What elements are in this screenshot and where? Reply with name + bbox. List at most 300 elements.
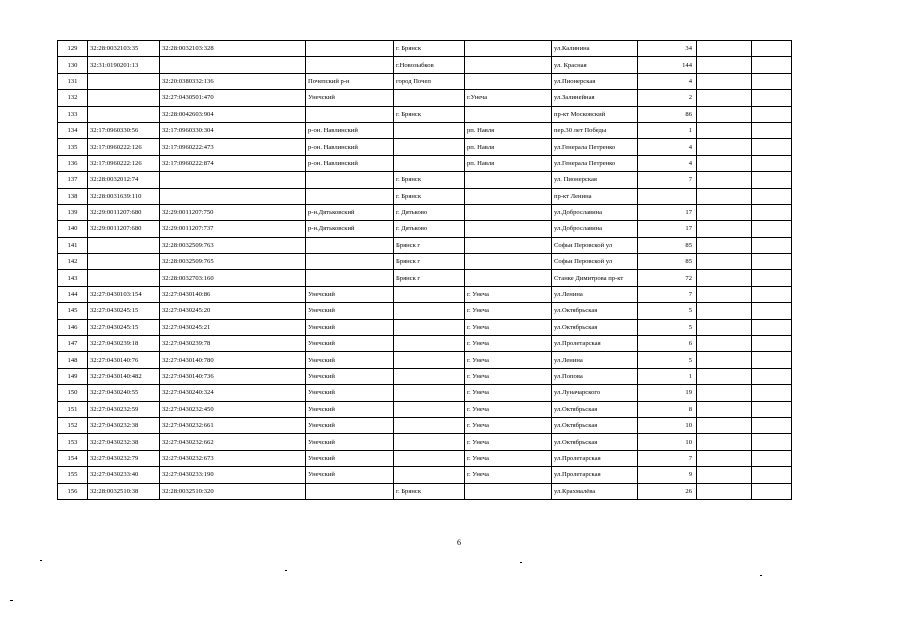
table-cell: г. Унеча [465, 417, 552, 433]
table-row [58, 483, 792, 499]
table-cell: ул.Октябрьская [552, 417, 638, 433]
table-cell: 32:29:0011207:750 [160, 204, 306, 220]
table-row [58, 41, 792, 57]
table-cell: пр-кт Московский [552, 106, 638, 122]
table-cell: 32:29:0011207:680 [88, 221, 160, 237]
table-cell [394, 434, 465, 450]
table-cell: 32:28:0032510:320 [160, 483, 306, 499]
table-cell: 32:17:0960222:126 [88, 155, 160, 171]
table-row [58, 319, 792, 335]
table-cell: ул.Пролетарская [552, 467, 638, 483]
table-row [58, 73, 792, 89]
scan-mark [40, 560, 42, 561]
table-cell: 145 [58, 303, 88, 319]
table-cell [465, 221, 552, 237]
table-cell: 130 [58, 57, 88, 73]
table-cell: 32:27:0430232:38 [88, 434, 160, 450]
table-cell: 5 [638, 352, 697, 368]
table-cell: 10 [638, 417, 697, 433]
table-cell: г. Брянск [394, 172, 465, 188]
table-cell: Унечский [306, 401, 394, 417]
table-cell [752, 450, 792, 466]
table-cell [697, 336, 752, 352]
table-cell [697, 106, 752, 122]
table-cell [752, 352, 792, 368]
table-cell: ул.Октябрьская [552, 319, 638, 335]
scan-mark [520, 562, 522, 563]
table-cell: г. Дятьково [394, 221, 465, 237]
table-cell: 32:31:0190201:13 [88, 57, 160, 73]
table-row [58, 303, 792, 319]
table-row [58, 450, 792, 466]
table-cell: 137 [58, 172, 88, 188]
table-cell: 32:28:0042603:904 [160, 106, 306, 122]
table-row [58, 401, 792, 417]
table-cell [394, 303, 465, 319]
table-cell [465, 254, 552, 270]
table-cell [306, 237, 394, 253]
table-cell: 147 [58, 336, 88, 352]
table-cell: 138 [58, 188, 88, 204]
table-cell: г.Унеча [465, 90, 552, 106]
table-cell: 32:27:0430245:21 [160, 319, 306, 335]
table-cell [697, 417, 752, 433]
table-row [58, 106, 792, 122]
table-cell: Унечский [306, 434, 394, 450]
table-cell [88, 254, 160, 270]
table-cell [752, 434, 792, 450]
table-cell: ул.Пролетарская [552, 450, 638, 466]
table-cell [752, 188, 792, 204]
table-cell: ул.Пролетарская [552, 336, 638, 352]
table-cell: Унечский [306, 336, 394, 352]
table-cell [394, 286, 465, 302]
table-cell [697, 188, 752, 204]
table-cell: 32:28:0032703:160 [160, 270, 306, 286]
table-body [58, 41, 792, 500]
table-cell [752, 204, 792, 220]
table-cell [752, 221, 792, 237]
table-cell: 32:17:0960330:304 [160, 122, 306, 138]
table-cell: 1 [638, 122, 697, 138]
table-cell [465, 270, 552, 286]
table-cell [697, 401, 752, 417]
scan-mark [285, 570, 287, 571]
table-cell [88, 73, 160, 89]
table-cell [697, 237, 752, 253]
table-cell: 32:27:0430233:40 [88, 467, 160, 483]
table-cell: г. Унеча [465, 336, 552, 352]
table-row [58, 172, 792, 188]
table-cell: 156 [58, 483, 88, 499]
table-cell [306, 270, 394, 286]
table-cell [752, 122, 792, 138]
table-cell: ул. Красная [552, 57, 638, 73]
table-cell: г. Брянск [394, 106, 465, 122]
table-cell: 32:27:0430240:324 [160, 385, 306, 401]
table-cell: 32:28:0032510:38 [88, 483, 160, 499]
table-cell: 7 [638, 450, 697, 466]
table-row [58, 286, 792, 302]
table-cell: пер.30 лет Победы [552, 122, 638, 138]
table-cell: 10 [638, 434, 697, 450]
table-cell [752, 73, 792, 89]
table-cell: р-он. Навлинский [306, 155, 394, 171]
table-cell [306, 188, 394, 204]
table-cell [394, 319, 465, 335]
table-cell [697, 73, 752, 89]
table-cell: ул.Ленина [552, 286, 638, 302]
table-cell [394, 90, 465, 106]
table-cell: 32:27:0430103:154 [88, 286, 160, 302]
table-cell [306, 41, 394, 57]
table-cell: г. Дятьково [394, 204, 465, 220]
table-cell: 152 [58, 417, 88, 433]
table-cell: 154 [58, 450, 88, 466]
table-cell: 26 [638, 483, 697, 499]
table-cell [752, 483, 792, 499]
table-row [58, 254, 792, 270]
table-cell: Софьи Перовской ул [552, 237, 638, 253]
table-cell [697, 368, 752, 384]
table-cell [160, 172, 306, 188]
table-cell: ул.Пионерская [552, 73, 638, 89]
table-cell: пр-кт Ленина [552, 188, 638, 204]
table-cell: Унечский [306, 467, 394, 483]
table-cell: 85 [638, 254, 697, 270]
table-cell [394, 139, 465, 155]
table-cell: г. Унеча [465, 368, 552, 384]
table-cell: 153 [58, 434, 88, 450]
table-cell [697, 204, 752, 220]
table-cell [752, 139, 792, 155]
table-cell: Унечский [306, 352, 394, 368]
table-cell: Унечский [306, 417, 394, 433]
table-cell [752, 270, 792, 286]
table-row [58, 122, 792, 138]
table-cell [697, 139, 752, 155]
table-cell [394, 155, 465, 171]
table-cell: 86 [638, 106, 697, 122]
table-cell [752, 155, 792, 171]
table-cell: 7 [638, 172, 697, 188]
table-cell: 32:20:0380332:136 [160, 73, 306, 89]
table-cell: р-он. Навлинский [306, 122, 394, 138]
table-cell: ул.Октябрьская [552, 434, 638, 450]
table-cell: Брянск г [394, 237, 465, 253]
table-cell [697, 57, 752, 73]
table-cell [752, 286, 792, 302]
table-cell: Станке Димитрова пр-кт [552, 270, 638, 286]
table-cell [697, 303, 752, 319]
table-cell: 32:28:0031639:110 [88, 188, 160, 204]
table-cell [697, 467, 752, 483]
table-cell [88, 237, 160, 253]
table-cell [394, 352, 465, 368]
table-cell: Брянск г [394, 254, 465, 270]
table-cell [465, 106, 552, 122]
table-cell: 32:17:0960330:56 [88, 122, 160, 138]
table-cell: 32:27:0430232:79 [88, 450, 160, 466]
table-cell: г. Унеча [465, 401, 552, 417]
table-cell: р-н.Дятьковский [306, 221, 394, 237]
table-cell: 32:27:0430232:450 [160, 401, 306, 417]
table-cell: 132 [58, 90, 88, 106]
table-cell: 32:27:0430245:15 [88, 319, 160, 335]
table-cell: 32:27:0430140:736 [160, 368, 306, 384]
table-cell: 32:27:0430233:190 [160, 467, 306, 483]
table-cell: г. Унеча [465, 352, 552, 368]
table-cell: 32:28:0032103:35 [88, 41, 160, 57]
table-cell: 135 [58, 139, 88, 155]
table-cell [697, 90, 752, 106]
table-cell: 32:17:0960222:473 [160, 139, 306, 155]
table-cell: 34 [638, 41, 697, 57]
table-row [58, 467, 792, 483]
property-table [57, 40, 792, 500]
table-cell: Унечский [306, 368, 394, 384]
scan-mark [760, 575, 762, 576]
table-cell [697, 450, 752, 466]
table-cell: Софьи Перовской ул [552, 254, 638, 270]
table-cell: ул.Калинина [552, 41, 638, 57]
table-cell [88, 270, 160, 286]
table-cell: г. Унеча [465, 385, 552, 401]
table-cell: 4 [638, 155, 697, 171]
table-cell: 32:27:0430140:780 [160, 352, 306, 368]
table-cell: 151 [58, 401, 88, 417]
table-cell: 17 [638, 221, 697, 237]
table-cell [697, 122, 752, 138]
table-cell: рп. Навля [465, 155, 552, 171]
table-cell: 32:27:0430140:482 [88, 368, 160, 384]
table-cell [752, 172, 792, 188]
table-cell: Унечский [306, 286, 394, 302]
table-cell [306, 254, 394, 270]
table-row [58, 352, 792, 368]
table-row [58, 237, 792, 253]
table-cell: ул.Генерала Петренко [552, 155, 638, 171]
table-cell: ул. Пионерская [552, 172, 638, 188]
table-cell: 4 [638, 139, 697, 155]
table-cell: 32:17:0960222:126 [88, 139, 160, 155]
table-row [58, 139, 792, 155]
table-cell [465, 204, 552, 220]
table-cell: г.Новозыбков [394, 57, 465, 73]
table-cell: ул.Доброславина [552, 221, 638, 237]
table-cell [752, 319, 792, 335]
table-cell: 32:28:0032103:328 [160, 41, 306, 57]
table-row [58, 57, 792, 73]
table-cell [697, 434, 752, 450]
table-cell [697, 254, 752, 270]
table-cell: г. Унеча [465, 303, 552, 319]
table-cell [697, 286, 752, 302]
table-cell: 143 [58, 270, 88, 286]
table-cell: 139 [58, 204, 88, 220]
table-cell [306, 172, 394, 188]
table-cell [394, 467, 465, 483]
table-cell: г. Унеча [465, 434, 552, 450]
table-cell: г. Унеча [465, 467, 552, 483]
table-cell [306, 57, 394, 73]
table-cell: ул.Октябрьская [552, 401, 638, 417]
table-cell: 72 [638, 270, 697, 286]
table-row [58, 221, 792, 237]
table-cell: 2 [638, 90, 697, 106]
table-cell: ул.Попова [552, 368, 638, 384]
table-cell [160, 188, 306, 204]
table-cell: 32:17:0960222:874 [160, 155, 306, 171]
table-cell: 32:27:0430239:78 [160, 336, 306, 352]
table-cell: 149 [58, 368, 88, 384]
table-cell: г. Унеча [465, 319, 552, 335]
page-number: 6 [457, 538, 461, 547]
table-cell [697, 155, 752, 171]
table-cell [638, 188, 697, 204]
table-cell [752, 106, 792, 122]
table-cell [465, 188, 552, 204]
table-cell: 19 [638, 385, 697, 401]
table-cell [752, 57, 792, 73]
table-cell [697, 483, 752, 499]
table-cell: 5 [638, 319, 697, 335]
table-cell [752, 254, 792, 270]
table-cell: г. Унеча [465, 286, 552, 302]
table-cell [697, 41, 752, 57]
table-cell: 32:27:0430232:673 [160, 450, 306, 466]
table-cell: 32:27:0430245:20 [160, 303, 306, 319]
table-cell [465, 73, 552, 89]
table-cell: 32:27:0430239:18 [88, 336, 160, 352]
table-cell: 129 [58, 41, 88, 57]
table-cell: 32:27:0430245:15 [88, 303, 160, 319]
table-cell: 32:27:0430140:86 [160, 286, 306, 302]
table-cell: 144 [638, 57, 697, 73]
table-cell: 1 [638, 368, 697, 384]
table-cell: г. Унеча [465, 450, 552, 466]
table-cell [697, 319, 752, 335]
table-cell: 140 [58, 221, 88, 237]
table-cell [306, 483, 394, 499]
table-cell: 148 [58, 352, 88, 368]
table-cell: г. Брянск [394, 41, 465, 57]
table-cell [465, 483, 552, 499]
table-cell: 9 [638, 467, 697, 483]
table-cell [752, 336, 792, 352]
table-row [58, 434, 792, 450]
table-cell [697, 221, 752, 237]
table-row [58, 385, 792, 401]
table-cell: 133 [58, 106, 88, 122]
table-cell [752, 303, 792, 319]
table-cell: Унечский [306, 319, 394, 335]
table-cell: ул.Доброславина [552, 204, 638, 220]
table-cell: Брянск г [394, 270, 465, 286]
table-cell: ул.Октябрьская [552, 303, 638, 319]
table-cell [394, 385, 465, 401]
table-row [58, 188, 792, 204]
table-cell [394, 401, 465, 417]
table-cell [306, 106, 394, 122]
table-cell: 155 [58, 467, 88, 483]
table-row [58, 270, 792, 286]
table-cell [752, 401, 792, 417]
table-cell [697, 270, 752, 286]
table-row [58, 90, 792, 106]
table-cell [465, 41, 552, 57]
table-cell [752, 385, 792, 401]
scan-mark [10, 600, 13, 601]
table-cell: 141 [58, 237, 88, 253]
table-cell: 8 [638, 401, 697, 417]
table-cell: ул.Залинейная [552, 90, 638, 106]
table-cell: Почепский р-н [306, 73, 394, 89]
table-cell [465, 172, 552, 188]
table-cell: Унечский [306, 303, 394, 319]
table-cell: 17 [638, 204, 697, 220]
table-cell: 32:27:0430240:55 [88, 385, 160, 401]
table-cell: ул.Крахмалёва [552, 483, 638, 499]
table-cell [697, 352, 752, 368]
table-cell [88, 90, 160, 106]
table-cell [697, 385, 752, 401]
table-cell: г. Брянск [394, 483, 465, 499]
table-cell: рп. Навля [465, 122, 552, 138]
table-cell: 7 [638, 286, 697, 302]
table-cell: 32:28:0032509:765 [160, 254, 306, 270]
table-cell: ул.Ленина [552, 352, 638, 368]
table-row [58, 155, 792, 171]
table-cell [88, 106, 160, 122]
table-cell [752, 368, 792, 384]
table-cell [752, 90, 792, 106]
table-cell: 146 [58, 319, 88, 335]
table-cell: Унечский [306, 450, 394, 466]
table-cell: ул.Генерала Петренко [552, 139, 638, 155]
table-cell: 6 [638, 336, 697, 352]
table-cell [752, 237, 792, 253]
table-cell: 134 [58, 122, 88, 138]
table-cell: Унечский [306, 385, 394, 401]
table-cell: рп. Навля [465, 139, 552, 155]
table-row [58, 417, 792, 433]
table-cell [394, 450, 465, 466]
table-cell: 32:27:0430232:662 [160, 434, 306, 450]
table-cell: р-н.Дятьковский [306, 204, 394, 220]
table-cell: 32:27:0430232:661 [160, 417, 306, 433]
table-cell [394, 336, 465, 352]
table-row [58, 368, 792, 384]
table-cell: 32:27:0430140:76 [88, 352, 160, 368]
table-cell: 32:27:0430501:470 [160, 90, 306, 106]
table-cell: Унечский [306, 90, 394, 106]
table-cell [752, 417, 792, 433]
table-cell: 4 [638, 73, 697, 89]
table-cell: 5 [638, 303, 697, 319]
table-cell: 144 [58, 286, 88, 302]
table-row [58, 204, 792, 220]
table-cell [465, 57, 552, 73]
table-cell [752, 467, 792, 483]
table-cell [160, 57, 306, 73]
table-cell: 32:28:0032509:763 [160, 237, 306, 253]
document-page [57, 40, 791, 500]
table-cell [752, 41, 792, 57]
table-cell: г. Брянск [394, 188, 465, 204]
table-cell: 85 [638, 237, 697, 253]
table-cell [394, 417, 465, 433]
